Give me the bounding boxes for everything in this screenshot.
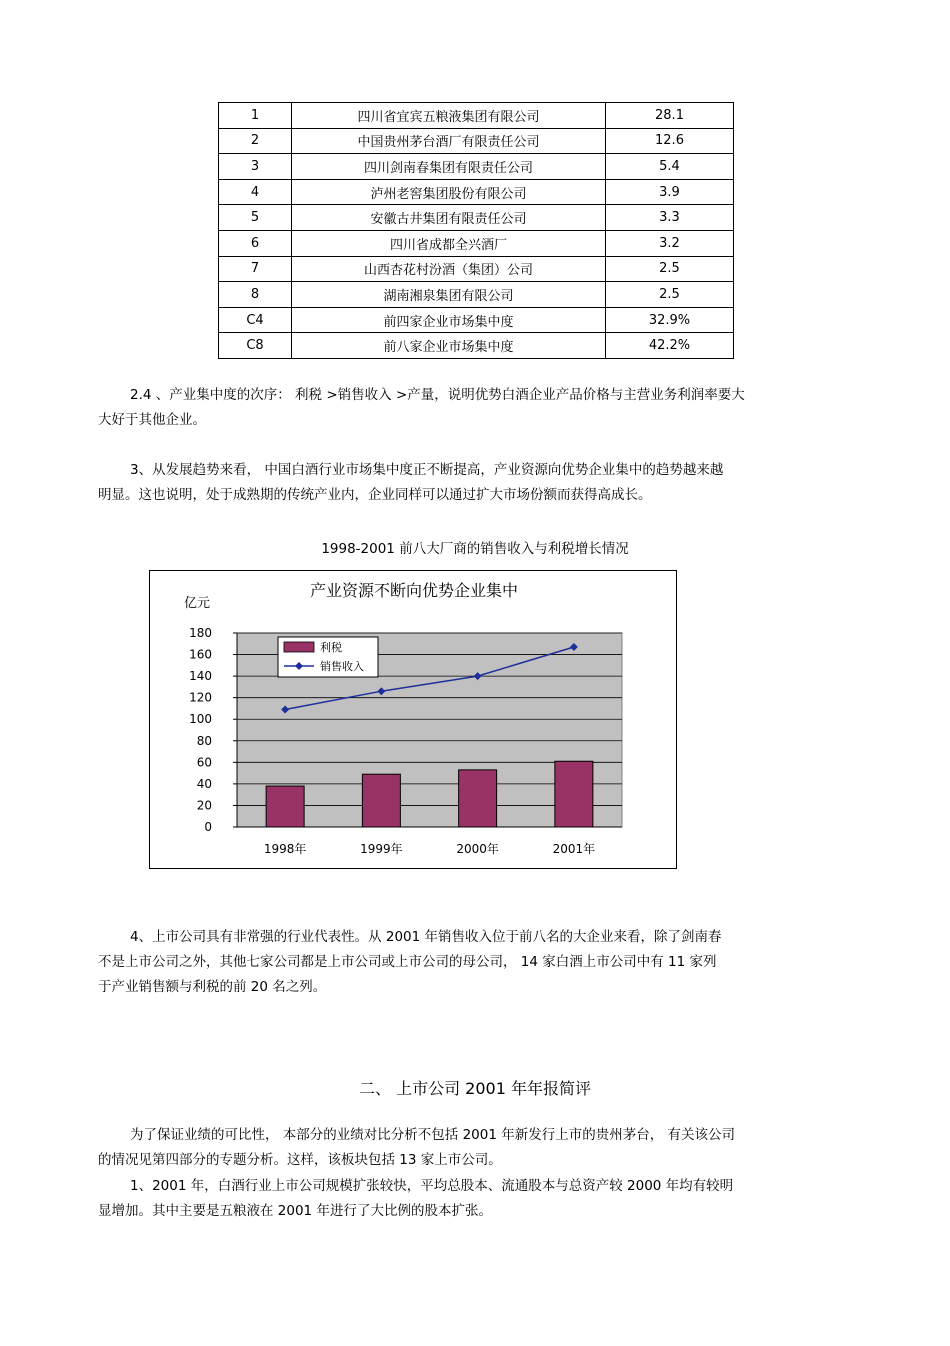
x-tick-label: 2001年: [552, 842, 596, 856]
y-axis-unit-label: 亿元: [183, 596, 211, 611]
y-tick-label: 60: [196, 755, 212, 770]
company-cell: 湖南湘泉集团有限公司: [292, 282, 606, 308]
table-row: [219, 128, 734, 154]
section-title: 二、 上市公司 2001 年年报简评: [359, 1079, 591, 1098]
figure-caption: 1998-2001 前八大厂商的销售收入与利税增长情况: [321, 541, 629, 557]
paragraph-6-line2: 显增加。其中主要是五粮液在 2001 年进行了大比例的股本扩张。: [98, 1203, 492, 1219]
paragraph-3-line1: 3、从发展趋势来看， 中国白酒行业市场集中度正不断提高，产业资源向优势企业集中的趋势越来越: [130, 462, 724, 478]
value-cell: 2.5: [606, 256, 734, 282]
company-cell: 四川省宜宾五粮液集团有限公司: [292, 103, 606, 129]
rank-cell: C8: [219, 333, 292, 359]
rank-cell: C4: [219, 307, 292, 333]
y-tick-label: 120: [189, 690, 212, 705]
rank-cell: 7: [219, 256, 292, 282]
bar-2001: [555, 761, 593, 827]
x-tick-label: 2000年: [456, 842, 499, 856]
value-cell: 3.9: [606, 179, 734, 205]
value-cell: 3.2: [606, 230, 734, 256]
paragraph-2-4-line1: 2.4 、产业集中度的次序： 利税 >销售收入 >产量，说明优势白酒企业产品价格与主营业务利润率要大: [130, 387, 745, 403]
rank-cell: 2: [219, 128, 292, 154]
rank-cell: 5: [219, 205, 292, 231]
paragraph-4-line1: 4、上市公司具有非常强的行业代表性。从 2001 年销售收入位于前八名的大企业来看，除了剑南春: [130, 929, 722, 945]
table-row: [219, 103, 734, 129]
value-cell: 5.4: [606, 154, 734, 180]
y-tick-label: 40: [196, 776, 212, 791]
company-cell: 泸州老窖集团股份有限公司: [292, 179, 606, 205]
value-cell: 12.6: [606, 128, 734, 154]
legend-bar-swatch: [284, 642, 314, 652]
company-cell: 山西杏花村汾酒（集团）公司: [292, 256, 606, 282]
table-row: [219, 307, 734, 333]
company-cell: 安徽古井集团有限责任公司: [292, 205, 606, 231]
company-cell: 中国贵州茅台酒厂有限责任公司: [292, 128, 606, 154]
paragraph-3-line2: 明显。这也说明，处于成熟期的传统产业内，企业同样可以通过扩大市场份额而获得高成长。: [98, 487, 652, 503]
table-row: [219, 282, 734, 308]
value-cell: 42.2%: [606, 333, 734, 359]
sales-profit-chart: [149, 570, 677, 869]
value-cell: 32.9%: [606, 307, 734, 333]
paragraph-4-line3: 于产业销售额与利税的前 20 名之列。: [98, 979, 327, 995]
bar-1999: [362, 774, 400, 827]
company-cell: 前八家企业市场集中度: [292, 333, 606, 359]
paragraph-5-line1: 为了保证业绩的可比性， 本部分的业绩对比分析不包括 2001 年新发行上市的贵州茅台， 有关该公司: [130, 1127, 736, 1143]
paragraph-2-4-line2: 大好于其他企业。: [98, 412, 206, 428]
y-tick-label: 160: [189, 647, 212, 662]
value-cell: 2.5: [606, 282, 734, 308]
paragraph-6-line1: 1、2001 年，白酒行业上市公司规模扩张较快，平均总股本、流通股本与总资产较 2000 年均有较明: [130, 1178, 734, 1194]
x-tick-label: 1999年: [360, 842, 403, 856]
table-row: [219, 230, 734, 256]
rank-cell: 6: [219, 230, 292, 256]
y-tick-label: 20: [196, 798, 212, 813]
paragraph-5-line2: 的情况见第四部分的专题分析。这样，该板块包括 13 家上市公司。: [98, 1152, 502, 1168]
table-row: [219, 256, 734, 282]
paragraph-4-line2: 不是上市公司之外，其他七家公司都是上市公司或上市公司的母公司， 14 家白酒上市公司中有 11 家列: [98, 954, 717, 970]
chart-svg: [150, 571, 678, 870]
table-row: [219, 179, 734, 205]
table-row: [219, 205, 734, 231]
rank-cell: 1: [219, 103, 292, 129]
y-tick-label: 80: [196, 733, 212, 748]
value-cell: 3.3: [606, 205, 734, 231]
y-tick-label: 140: [189, 669, 212, 684]
legend-label-sales: 销售收入: [320, 660, 364, 673]
rank-cell: 4: [219, 179, 292, 205]
rank-cell: 3: [219, 154, 292, 180]
y-tick-label: 180: [189, 626, 212, 640]
value-cell: 28.1: [606, 103, 734, 129]
table-row: [219, 154, 734, 180]
bar-2000: [459, 770, 497, 827]
legend-label-profit-tax: 利税: [320, 641, 342, 654]
y-tick-label: 100: [189, 712, 212, 727]
rank-cell: 8: [219, 282, 292, 308]
company-cell: 四川剑南春集团有限责任公司: [292, 154, 606, 180]
bar-1998: [266, 786, 304, 827]
table-row: [219, 333, 734, 359]
chart-title: 产业资源不断向优势企业集中: [309, 581, 519, 600]
company-cell: 四川省成都全兴酒厂: [292, 230, 606, 256]
company-cell: 前四家企业市场集中度: [292, 307, 606, 333]
y-tick-label: 0: [204, 820, 212, 834]
market-share-table: [218, 102, 734, 359]
x-tick-label: 1998年: [263, 842, 307, 856]
